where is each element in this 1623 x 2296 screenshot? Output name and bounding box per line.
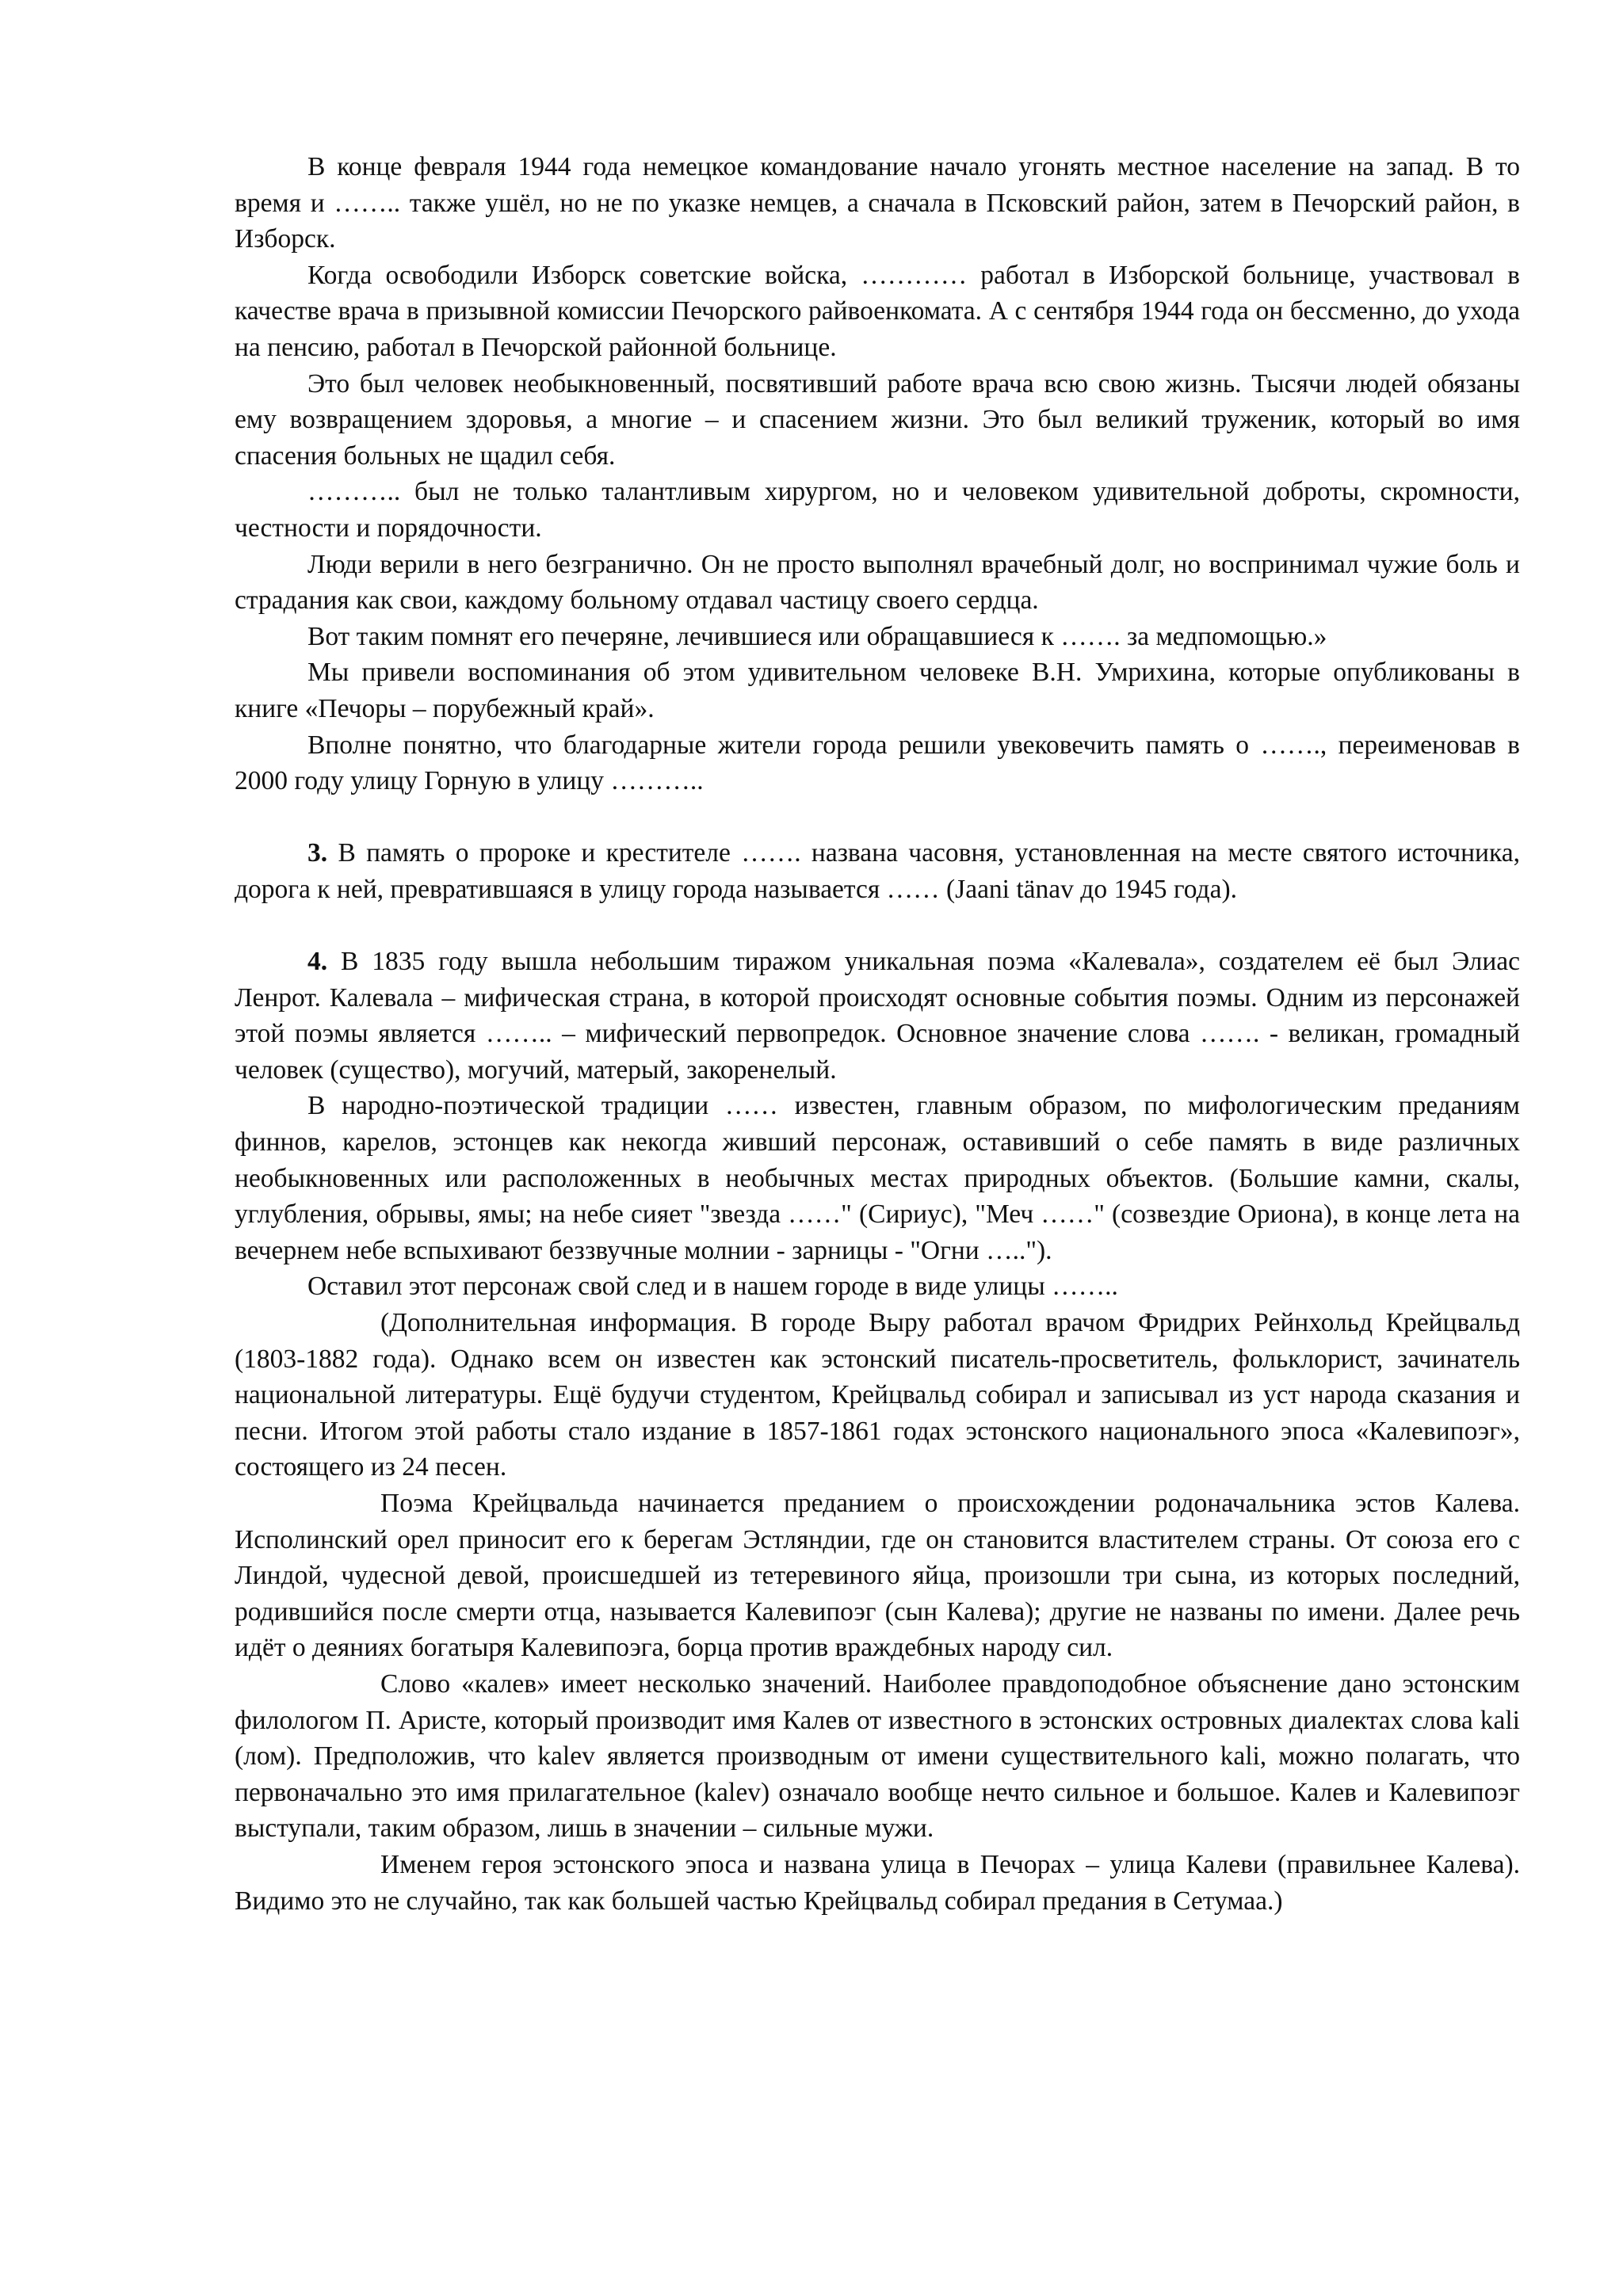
document-page bbox=[235, 149, 1520, 1919]
paragraph: Мы привели воспоминания об этом удивительном человеке В.Н. Умрихина, которые опубликованы в книге «Печоры – порубежный край». bbox=[235, 658, 1520, 723]
paragraph-additional-info: Поэма Крейцвальда начинается преданием о происхождении родоначальника эстов Калева. Исполинский орел приносит его к берегам Эстляндии, где он становится властителем страны. От союза его с Линдой, чудесной девой, происшедшей из тетеревиного яйца, произошли три сына, из которых последний, родившийся после смерти отца, называется Калевипоэг (сын Калева); другие не названы по имени. Далее речь идёт о деяниях богатыря Калевипоэга, борца против враждебных народу сил. bbox=[235, 1488, 1520, 1663]
section-3-text: В память о пророке и крестителе ……. названа часовня, установленная на месте святого источника, дорога к ней, превратившаяся в улицу города называется …… (Jaani tänav до 1945 года). bbox=[235, 838, 1520, 904]
paragraph: В народно-поэтической традиции …… известен, главным образом, по мифологическим преданиям финнов, карелов, эстонцев как некогда живший персонаж, оставивший о себе память в виде различных необыкновенных или расположенных в необычных местах природных объектов. (Большие камни, скалы, углубления, обрывы, ямы; на небе сияет "звезда ……" (Сириус), "Меч ……" (созвездие Ориона), в конце лета на вечернем небе вспыхивают беззвучные молнии - зарницы - "Огни ….."). bbox=[235, 1091, 1520, 1265]
paragraph: Оставил этот персонаж свой след и в нашем городе в виде улицы …….. bbox=[307, 1272, 1118, 1302]
paragraph: Когда освободили Изборск советские войска, ………… работал в Изборской больнице, участвовал в качестве врача в призывной комиссии Печорского райвоенкомата. А с сентября 1944 года он бессменно, до ухода на пенсию, работал в Печорской районной больнице. bbox=[235, 260, 1520, 362]
paragraph: Вполне понятно, что благодарные жители города решили увековечить память о ……., переименовав в 2000 году улицу Горную в улицу ……….. bbox=[235, 730, 1520, 796]
section-4-text: В 1835 году вышла небольшим тиражом уникальная поэма «Калевала», создателем её был Элиас Ленрот. Калевала – мифическая страна, в которой происходят основные события поэмы. Одним из персонажей этой поэмы является …….. – мифический первопредок. Основное значение слова ……. - великан, громадный человек (существо), могучий, матерый, закоренелый. bbox=[235, 947, 1520, 1085]
paragraph: ……….. был не только талантливым хирургом, но и человеком удивительной доброты, скромности, честности и порядочности. bbox=[235, 477, 1520, 543]
paragraph-additional-info: (Дополнительная информация. В городе Выру работал врачом Фридрих Рейнхольд Крейцвальд (1803-1882 года). Однако всем он известен как эстонский писатель-просветитель, фольклорист, зачинатель национальной литературы. Ещё будучи студентом, Крейцвальд собирал и записывал из уст народа сказания и песни. Итогом этой работы стало издание в 1857-1861 годах эстонского национального эпоса «Калевипоэг», состоящего из 24 песен. bbox=[235, 1308, 1520, 1482]
section-number: 3. bbox=[307, 838, 328, 868]
paragraph: Вот таким помнят его печеряне, лечившиеся или обращавшиеся к ……. за медпомощью.» bbox=[307, 621, 1327, 651]
spacer bbox=[235, 799, 1520, 836]
spacer bbox=[235, 907, 1520, 944]
paragraph: Люди верили в него безгранично. Он не просто выполнял врачебный долг, но воспринимал чужие боль и страдания как свои, каждому больному отдавал частицу своего сердца. bbox=[235, 549, 1520, 616]
section-4-paragraph bbox=[235, 944, 1520, 1088]
section-number: 4. bbox=[307, 947, 328, 977]
paragraph-additional-info: Именем героя эстонского эпоса и названа улица в Печорах – улица Калеви (правильнее Калева). Видимо это не случайно, так как большей частью Крейцвальд собирал предания в Сетумаа.) bbox=[235, 1849, 1520, 1916]
paragraph-additional-info: Слово «калев» имеет несколько значений. Наиболее правдоподобное объяснение дано эстонским филологом П. Аристе, который производит имя Калев от известного в эстонских островных диалектах слова kali (лом). Предположив, что kalev является производным от имени существительного kali, можно полагать, что первоначально это имя прилагательное (kalev) означало вообще нечто сильное и большое. Калев и Калевипоэг выступали, таким образом, лишь в значении – сильные мужи. bbox=[235, 1669, 1520, 1844]
paragraph: В конце февраля 1944 года немецкое командование начало угонять местное население на запад. В то время и …….. также ушёл, но не по указке немцев, а сначала в Псковский район, затем в Печорский район, в Изборск. bbox=[235, 152, 1520, 254]
section-3-paragraph bbox=[235, 835, 1520, 907]
paragraph: Это был человек необыкновенный, посвятивший работе врача всю свою жизнь. Тысячи людей обязаны ему возвращением здоровья, а многие – и спасением жизни. Это был великий труженик, который во имя спасения больных не щадил себя. bbox=[235, 368, 1520, 471]
